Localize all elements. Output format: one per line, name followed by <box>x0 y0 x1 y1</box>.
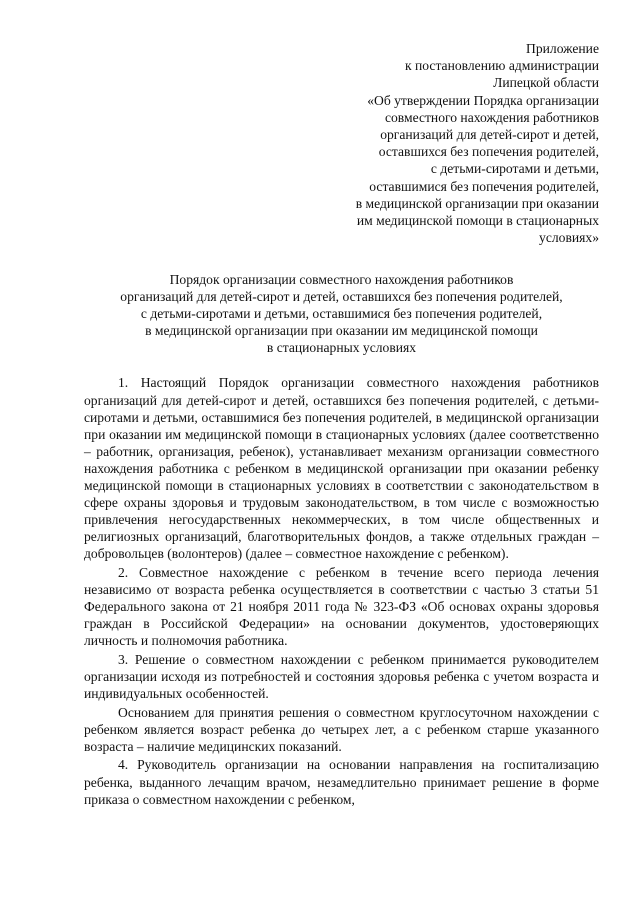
title-line: с детьми-сиротами и детьми, оставшимися без попечения родителей, <box>140 306 543 322</box>
appendix-line: условиях» <box>539 230 599 246</box>
appendix-line: к постановлению администрации <box>405 58 599 74</box>
paragraph-1: 1. Настоящий Порядок организации совместного нахождения работников организаций для детей-сирот и детей, оставшихся без попечения родителей, с детьми-сиротами и детьми, оставшимися без попечения родителей, в медицинской организации при оказании им медицинской помощи в стационарных условиях (далее соответственно – работник, организация, ребенок), устанавливает механизм организации совместного нахождения работника с ребенком в медицинской организации при оказании ребенку медицинской помощи в стационарных условиях в соответствии с законодательством в сфере охраны здоровья и трудовым законодательством, в том числе с возможностью привлечения негосударственных некоммерческих, в том числе общественных и религиозных организаций, благотворительных фондов, а также отдельных граждан – добровольцев (волонтеров) (далее – совместное нахождение с ребенком). <box>84 375 599 562</box>
document-title <box>84 272 599 356</box>
appendix-line: Приложение <box>526 41 599 56</box>
paragraph-2: 2. Совместное нахождение с ребенком в течение всего периода лечения независимо от возраста ребенка осуществляется в соответствии с частью 3 статьи 51 Федерального закона от 21 ноября 2011 года № 323-ФЗ «Об основах охраны здоровья граждан в Российской Федерации» на основании документов, удостоверяющих личность и полномочия работника. <box>84 564 599 649</box>
appendix-header <box>84 40 599 246</box>
appendix-line: «Об утверждении Порядка организации <box>367 92 599 108</box>
appendix-line: Липецкой области <box>493 75 599 91</box>
paragraph-4: 4. Руководитель организации на основании направления на госпитализацию ребенка, выданного лечащим врачом, незамедлительно принимает решение в форме приказа о совместном нахождении с ребенком, <box>84 757 599 807</box>
document-body <box>84 374 599 807</box>
appendix-line: оставшимися без попечения родителей, <box>369 178 599 194</box>
title-line: организаций для детей-сирот и детей, оставшихся без попечения родителей, <box>120 289 563 305</box>
appendix-line: в медицинской организации при оказании <box>355 195 599 211</box>
appendix-line: оставшихся без попечения родителей, <box>378 144 599 160</box>
paragraph-3-basis: Основанием для принятия решения о совместном круглосуточном нахождении с ребенком является возраст ребенка до четырех лет, а с ребенком старше указанного возраста – наличие медицинских показаний. <box>84 704 599 754</box>
appendix-line: с детьми-сиротами и детьми, <box>430 161 599 177</box>
title-line: в стационарных условиях <box>266 339 417 355</box>
appendix-line: организаций для детей-сирот и детей, <box>380 127 599 143</box>
title-line: в медицинской организации при оказании им медицинской помощи <box>145 322 538 338</box>
appendix-line: совместного нахождения работников <box>384 109 599 125</box>
paragraph-3: 3. Решение о совместном нахождении с ребенком принимается руководителем организации исходя из потребностей и состояния здоровья ребенка с учетом возраста и индивидуальных особенностей. <box>84 651 599 702</box>
title-line: Порядок организации совместного нахождения работников <box>169 272 514 288</box>
appendix-line: им медицинской помощи в стационарных <box>356 213 599 229</box>
